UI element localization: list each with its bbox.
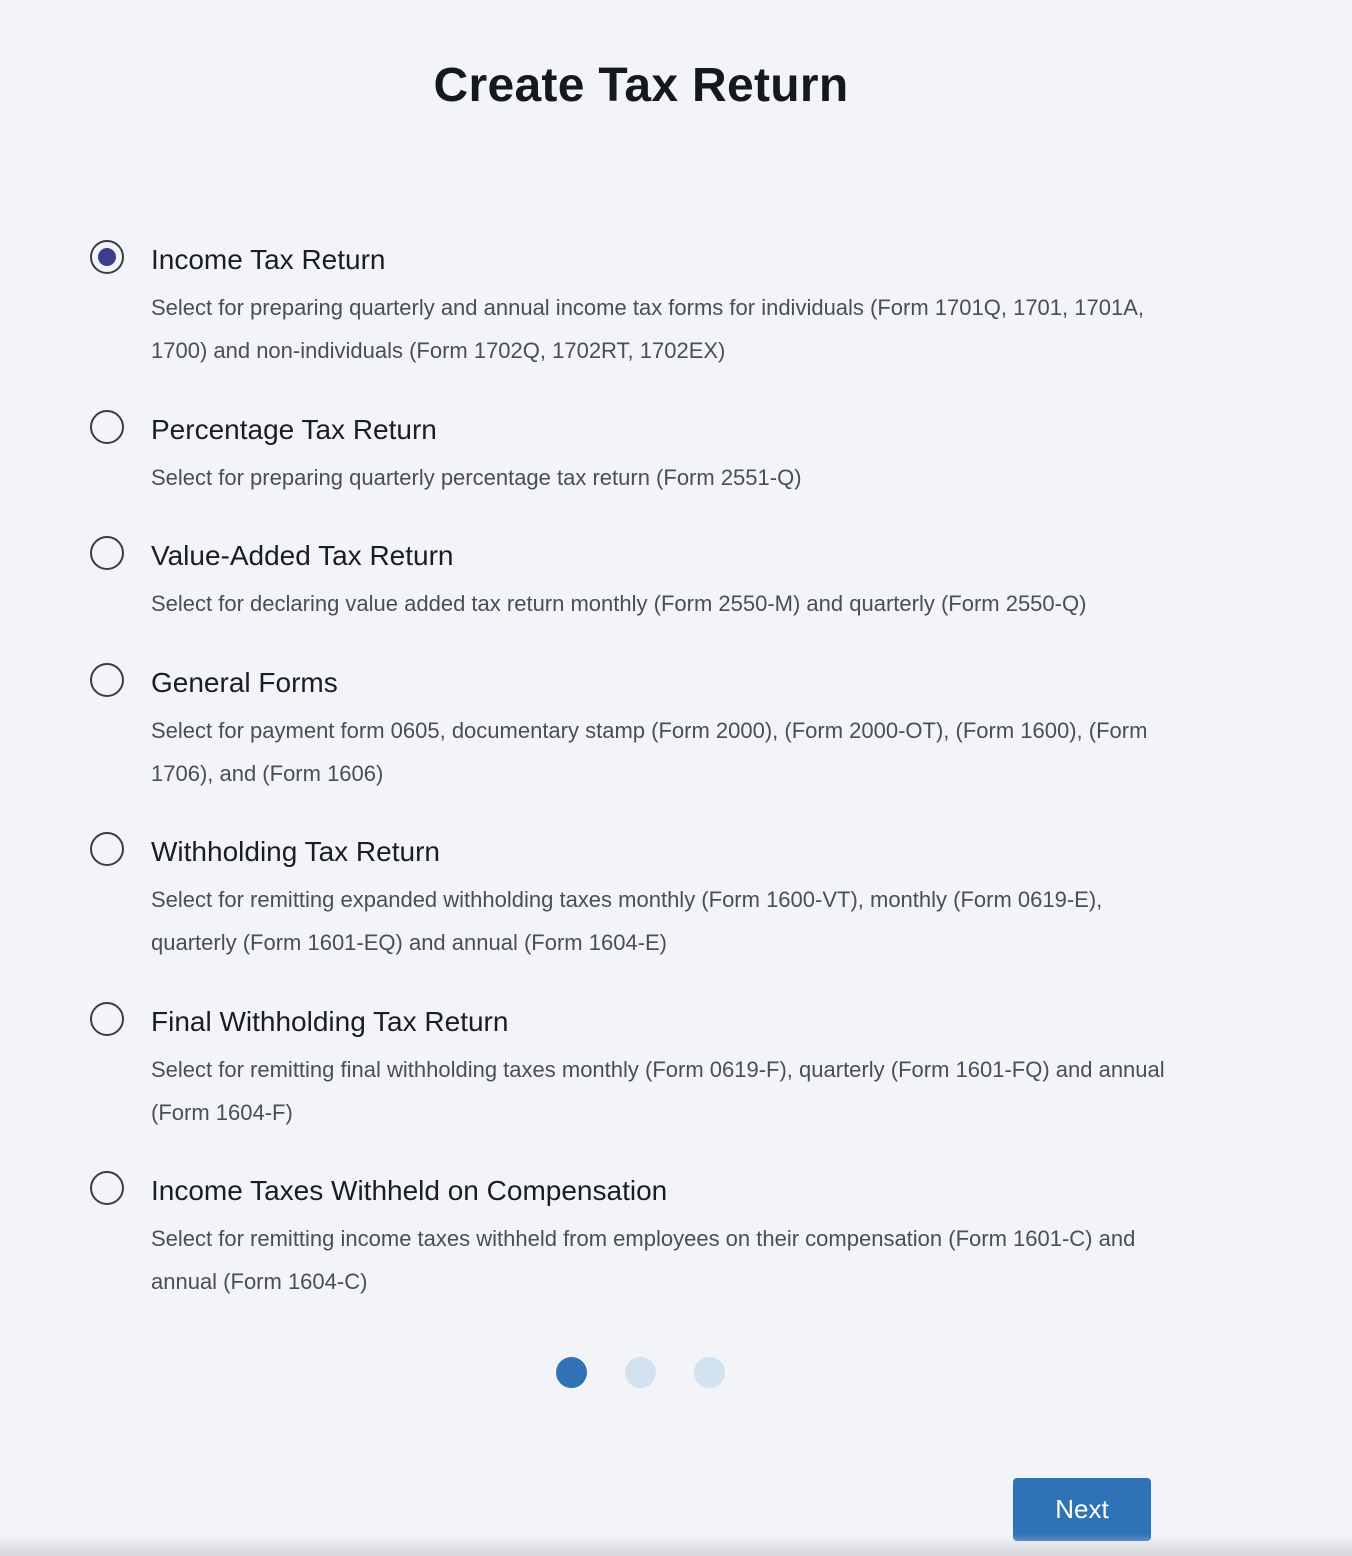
option-label: Withholding Tax Return <box>151 836 440 867</box>
next-button[interactable]: Next <box>1013 1478 1151 1541</box>
option-label: Income Tax Return <box>151 244 386 275</box>
option-label: Income Taxes Withheld on Compensation <box>151 1175 668 1206</box>
option-description: Select for preparing quarterly percentage tax return (Form 2551-Q) <box>151 465 802 490</box>
bottom-shadow <box>0 1534 1352 1556</box>
radio-button-selected[interactable] <box>90 240 124 274</box>
page-title: Create Tax Return <box>433 59 849 112</box>
option-description: Select for remitting expanded withholding taxes monthly (Form 1600-VT), monthly (Form 0619-E), quarterly (Form 1601-EQ) and annual (Form 1604-E) <box>151 887 1103 955</box>
radio-button[interactable] <box>90 1002 124 1036</box>
option-description: Select for payment form 0605, documentary stamp (Form 2000), (Form 2000-OT), (Form 1600), (Form 1706), and (Form 1606) <box>151 718 1148 786</box>
step-dot-1-active[interactable] <box>556 1357 587 1388</box>
radio-button[interactable] <box>90 410 124 444</box>
option-description: Select for declaring value added tax return monthly (Form 2550-M) and quarterly (Form 2550-Q) <box>151 591 1087 616</box>
step-dot-3[interactable] <box>694 1357 725 1388</box>
step-indicator <box>556 1357 726 1389</box>
option-description: Select for preparing quarterly and annual income tax forms for individuals (Form 1701Q, 1701, 1701A, 1700) and non-individuals (Form 1702Q, 1702RT, 1702EX) <box>151 295 1144 363</box>
option-label: General Forms <box>151 667 338 698</box>
option-label: Final Withholding Tax Return <box>151 1006 509 1037</box>
radio-button[interactable] <box>90 1171 124 1205</box>
step-dot-2[interactable] <box>625 1357 656 1388</box>
radio-button[interactable] <box>90 663 124 697</box>
option-label: Value-Added Tax Return <box>151 540 454 571</box>
radio-button[interactable] <box>90 832 124 866</box>
option-description: Select for remitting income taxes withheld from employees on their compensation (Form 1601-C) and annual (Form 1604-C) <box>151 1226 1136 1294</box>
radio-button[interactable] <box>90 536 124 570</box>
option-label: Percentage Tax Return <box>151 414 437 445</box>
option-description: Select for remitting final withholding taxes monthly (Form 0619-F), quarterly (Form 1601-FQ) and annual (Form 1604-F) <box>151 1057 1165 1125</box>
